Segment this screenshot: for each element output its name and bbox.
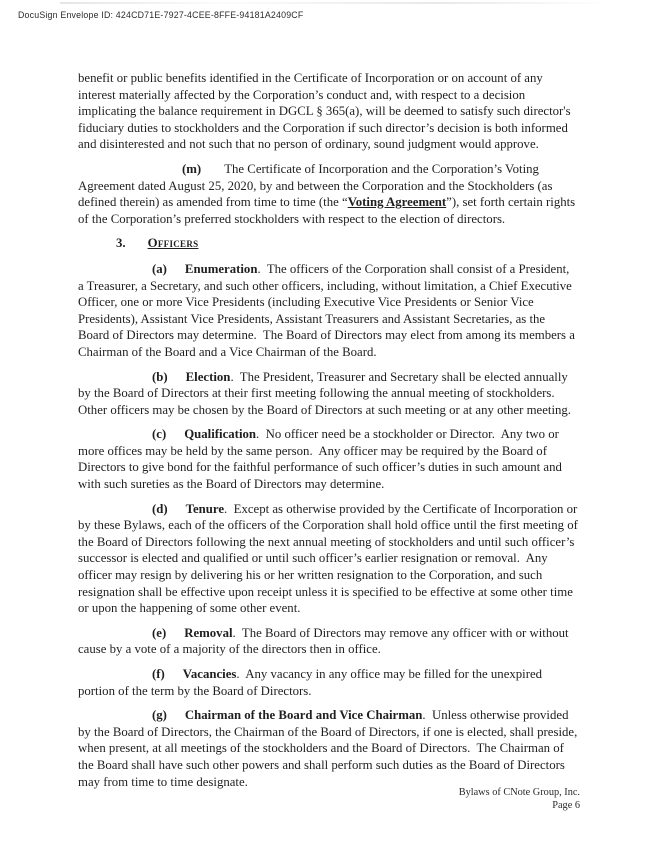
text-run: Qualification <box>184 427 257 442</box>
paragraph-marker: (m) <box>182 161 202 176</box>
text-run: . The Board of Directors may remove any officer with or without cause by a vote of a majority of the directors then in office. <box>78 625 572 657</box>
paragraph-(g) <box>78 707 581 790</box>
footer-page-number: Page 6 <box>552 800 580 811</box>
text-run: benefit or public benefits identified in the Certificate of Incorporation or on account of any interest materially affected by the Corporation’s conduct and, with respect to a decision implicating the balance requirement in DGCL § 365(a), will be deemed to satisfy such director's fiduciary duties to stockholders and the Corporation if such director’s decision is both informed and disinterested and not such that no person of ordinary, sound judgment would approve. <box>78 71 574 152</box>
paragraph-(b) <box>78 369 578 419</box>
section-heading <box>116 235 578 252</box>
footer-document-title: Bylaws of CNote Group, Inc. <box>458 787 580 798</box>
text-run: . The officers of the Corporation shall consist of a President, a Treasurer, a Secretary, and such other officers, including, without limitation, a Chief Executive Officer, one or more Vice Presidents (including Executive Vice Presidents or Senior Vice Presidents), Assistant Vice Presidents, Assistant Treasurers and Assistant Secretaries, as the Board of Directors may determine. The Board of Directors may elect from among its members a Chairman of the Board and a Vice Chairman of the Board. <box>78 261 579 359</box>
text-run: Enumeration <box>184 261 258 276</box>
scan-artifact <box>60 2 600 4</box>
text-run: Removal <box>184 625 233 640</box>
text-run: . Except as otherwise provided by the Certificate of Incorporation or by these Bylaws, each of the officers of the Corporation shall hold office until the first meeting of the Board of Directors following the next annual meeting of stockholders and until such officer’s successor is elected and qualified or until such officer’s earlier resignation or removal. Any officer may resign by delivering his or her written resignation to the Corporation, and such resignation shall be effective upon receipt unless it is specified to be effective at some other time or upon the happening of some other event. <box>78 501 582 616</box>
paragraph-(c) <box>78 426 578 492</box>
paragraph-(m) <box>78 161 578 227</box>
paragraph-marker: (b) <box>152 369 168 384</box>
text-run: Vacancies <box>182 667 237 681</box>
text-run: Election <box>185 369 231 384</box>
text-run: Chairman of the Board and Vice Chairman <box>184 708 423 723</box>
paragraph-marker: (g) <box>152 708 167 723</box>
text-run: Tenure <box>185 501 225 516</box>
docusign-envelope-id: DocuSign Envelope ID: 424CD71E-7927-4CEE-8FFE-94181A2409CF <box>18 10 304 20</box>
text-run: . No officer need be a stockholder or Director. Any two or more offices may be held by the same person. Any officer may be required by the Board of Directors to give bond for the faithful performance of such officer’s duties in such amount and with such sureties as the Board of Directors may determine. <box>78 427 566 492</box>
text-run: The Certificate of Incorporation and the Corporation’s Voting Agreement dated August 25, 2020, by and between the Corporation and the Stockholders (as defined therein) as amended from time to time (the “ <box>78 161 556 210</box>
paragraph-marker: (d) <box>152 501 168 516</box>
paragraph-marker: (f) <box>152 667 165 681</box>
page-footer <box>459 786 580 812</box>
paragraph-(a) <box>78 261 578 361</box>
paragraph-body-0 <box>78 70 578 153</box>
paragraph-marker: (e) <box>152 625 167 640</box>
paragraph-marker: (c) <box>152 427 167 442</box>
paragraph-(d) <box>78 501 582 617</box>
text-run: . The President, Treasurer and Secretary shall be elected annually by the Board of Directors at their first meeting following the annual meeting of stockholders. Other officers may be chosen by the Board of Directors at such meeting or at any other meeting. <box>78 369 571 417</box>
paragraph-marker: (a) <box>152 261 167 276</box>
text-run: ”), set forth certain rights of the Corporation’s preferred stockholders with respect to the election of directors. <box>78 195 579 226</box>
text-run: Voting Agreement <box>347 195 447 210</box>
section-number: 3. <box>116 236 126 251</box>
text-run: . Any vacancy in any office may be filled for the unexpired portion of the term by the Board of Directors. <box>78 667 546 698</box>
text-run: . Unless otherwise provided by the Board of Directors, the Chairman of the Board of Directors, if one is elected, shall preside, when present, at all meetings of the stockholders and the Board of Directors. The Chairman of the Board shall have such other powers and shall perform such duties as the Board of Directors may from time to time designate. <box>78 708 581 789</box>
section-title: Officers <box>147 236 199 251</box>
paragraph-(e) <box>78 625 578 658</box>
document-body <box>78 70 582 798</box>
paragraph-(f) <box>78 666 578 699</box>
